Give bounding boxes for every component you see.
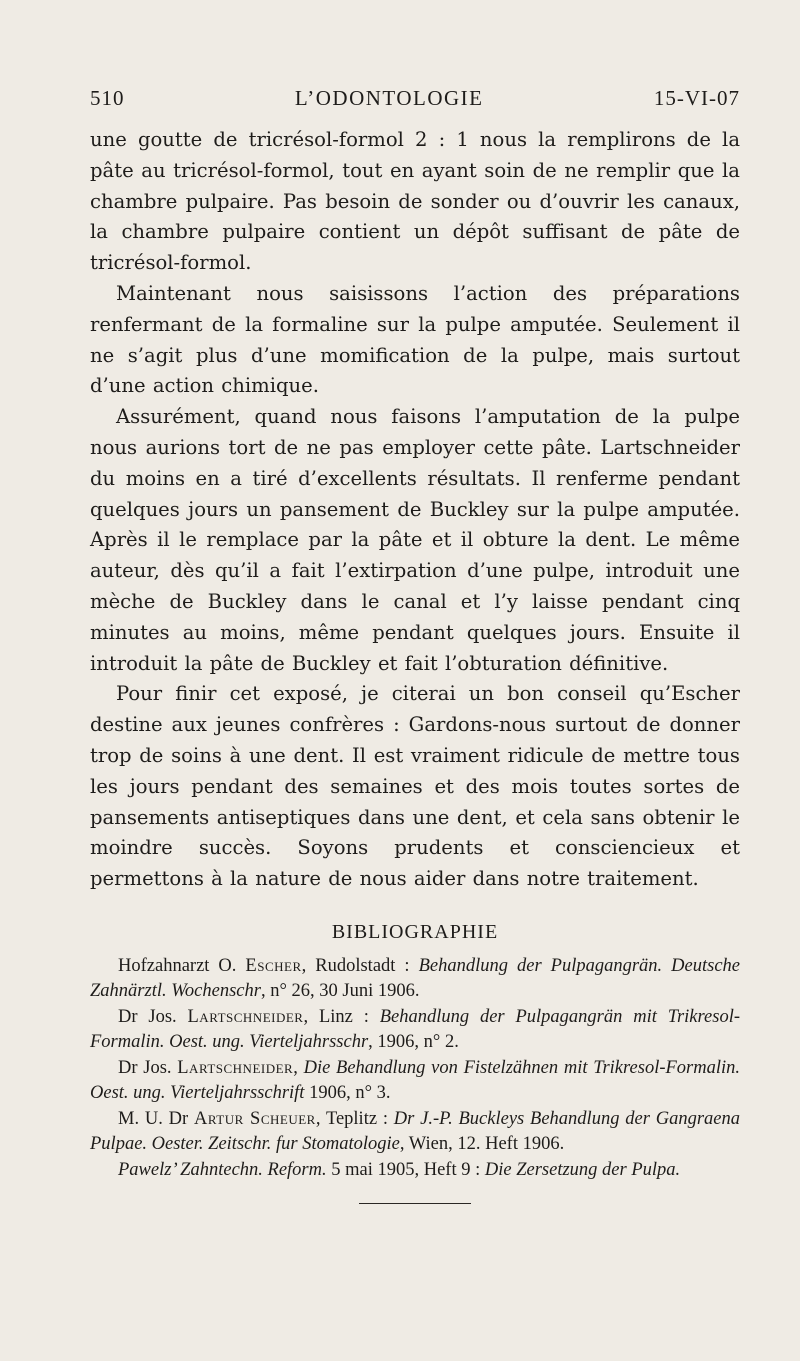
bibliography-list bbox=[90, 954, 740, 1184]
bibliography-entry bbox=[90, 1005, 740, 1056]
entry-place: , bbox=[293, 1057, 304, 1078]
bibliography-entry bbox=[90, 1158, 740, 1184]
entry-article-title: Die Zersetzung der Pulpa. bbox=[484, 1159, 681, 1180]
journal-title: L’ODONTOLOGIE bbox=[294, 86, 484, 110]
entry-author-prefix: Dr Jos. bbox=[118, 1006, 188, 1027]
entry-reference: 5 mai 1905, Heft 9 : bbox=[326, 1159, 485, 1180]
entry-reference: , n° 26, 30 Juni 1906. bbox=[260, 981, 420, 1002]
entry-author-prefix: M. U. Dr bbox=[118, 1108, 194, 1129]
entry-reference: , 1906, n° 2. bbox=[368, 1032, 459, 1053]
entry-place: , Rudolstadt : bbox=[301, 955, 419, 976]
entry-reference: 1906, n° 3. bbox=[304, 1083, 391, 1104]
entry-title: Behandlung der Pulpagangrän mit Trikresol-Formalin. Oest. ung. Vierteljahrsschr bbox=[90, 1006, 740, 1053]
entry-place: , Teplitz : bbox=[315, 1108, 394, 1129]
entry-title: Die Behandlung von Fistelzähnen mit Trikresol-Formalin. Oest. ung. Vierteljahrsschrift bbox=[90, 1057, 741, 1104]
entry-author-prefix: Hofzahnarzt O. bbox=[118, 955, 246, 976]
entry-title: Behandlung der Pulpagangrän. Deutsche Zahnärztl. Wochenschr bbox=[90, 955, 740, 1002]
entry-title: Dr J.-P. Buckleys Behandlung der Gangraena Pulpae. Oester. Zeitschr. fur Stomatologie bbox=[90, 1108, 740, 1155]
entry-title: Pawelz’ Zahntechn. Reform. bbox=[118, 1159, 327, 1180]
page-number: 510 bbox=[90, 86, 125, 110]
bibliography-entry bbox=[90, 1056, 740, 1107]
entry-reference: , Wien, 12. Heft 1906. bbox=[399, 1134, 565, 1155]
entry-author: Lartschneider bbox=[177, 1057, 294, 1078]
entry-place: , Linz : bbox=[303, 1006, 380, 1027]
paragraph: une goutte de tricrésol-formol 2 : 1 nous la remplirons de la pâte au tricrésol-formol, tout en ayant soin de ne remplir que la chambre pulpaire. Pas besoin de sonder ou d’ouvrir les canaux, la chambre pulpaire contient un dépôt suffisant de pâte de tricrésol-formol. bbox=[90, 128, 740, 275]
entry-author-prefix: Dr Jos. bbox=[118, 1057, 178, 1078]
paragraph: Maintenant nous saisissons l’action des préparations renfermant de la formaline sur la pulpe amputée. Seulement il ne s’agit plus d’une momification de la pulpe, mais surtout d’une action chimique. bbox=[90, 281, 740, 398]
bibliography-heading: BIBLIOGRAPHIE bbox=[331, 920, 499, 943]
issue-date: 15-VI-07 bbox=[653, 86, 740, 110]
entry-author: Lartschneider bbox=[187, 1006, 304, 1027]
article-body bbox=[90, 125, 740, 895]
paragraph: Assurément, quand nous faisons l’amputation de la pulpe nous aurions tort de ne pas employer cette pâte. Lartschneider du moins en a tiré d’excellents résultats. Il renferme pendant quelques jours un pansement de Buckley sur la pulpe amputée. Après il le remplace par la pâte et il obture la dent. Le même auteur, dès qu’il a fait l’extirpation d’une pulpe, introduit une mèche de Buckley dans le canal et l’y laisse pendant cinq minutes au moins, même pendant quelques jours. Ensuite il introduit la pâte de Buckley et fait l’obturation définitive. bbox=[90, 405, 740, 675]
bibliography-entry bbox=[90, 954, 740, 1005]
entry-author: Artur Scheuer bbox=[194, 1108, 316, 1129]
closing-rule bbox=[359, 1203, 471, 1204]
paragraph: Pour finir cet exposé, je citerai un bon conseil qu’Escher destine aux jeunes confrères : Gardons-nous surtout de donner trop de soins à une dent. Il est vraiment ridicule de mettre tous les jours pendant des semaines et des mois toutes sortes de pansements antiseptiques dans une dent, et cela sans obtenir le moindre succès. Soyons prudents et consciencieux et permettons à la nature de nous aider dans notre traitement. bbox=[90, 682, 740, 891]
entry-author: Escher bbox=[245, 955, 302, 976]
running-header bbox=[90, 86, 740, 111]
bibliography-entry bbox=[90, 1107, 740, 1158]
